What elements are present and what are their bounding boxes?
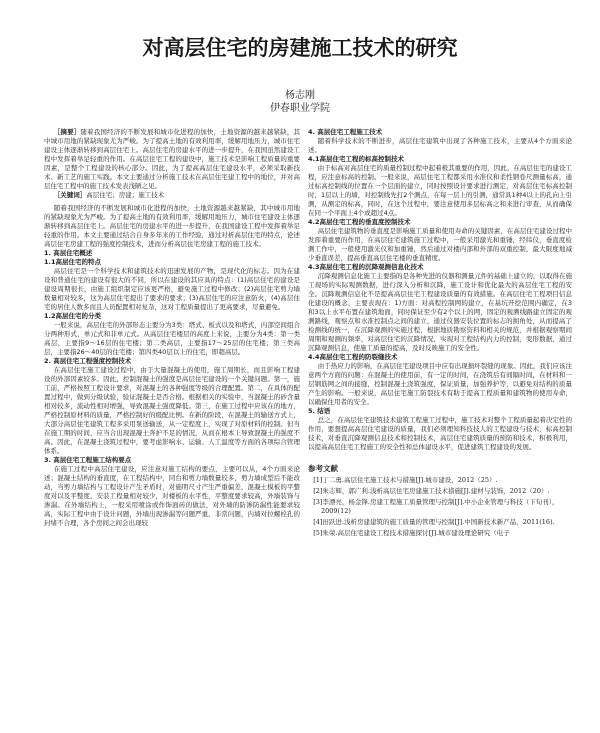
paper-title: 对高层住宅的房建施工技术的研究 [142,35,458,60]
references-title: 参考文献 [308,464,338,473]
reference-list [308,476,572,538]
section-heading: 1.2高层住宅的分类 [44,312,102,320]
left-column [44,128,300,733]
body-paragraph: 高层住宅是一个科学技术和建筑技术的迅速发展的产物，是现代化的标志。因为在建设和普通住宅的建设有很大的不同，所以在建设的其应具的特点：(1)高层住宅的建设是建设周期很长，由施工组织制定应该更严格，避免施工过程中修改；(2)高层住宅剪力墙数量相对较多，这为高层住宅提出了要求的要求；(3)高层住宅的应注意防火，(4)高层住宅的居住人数多而且人员配置相对复杂，这对工程质量提出了更高要求，尽量避免。 [44,267,300,311]
right-column [308,128,572,733]
right-body [308,128,572,452]
section-heading: 2. 高层住宅工程强度控制技术 [44,357,132,365]
reference-item: [4]田跃进.浅析房建建筑的施工质量的管理与控制[J].中国新技术新产品，2011(16). [313,518,555,526]
keywords-label: ［关键词］ [53,191,87,199]
left-body [44,204,300,528]
abstract [44,128,300,191]
author-affiliation: 伊春职业学院 [270,103,330,114]
body-paragraph: 随着科学技术的不断进步，高层住宅建筑中出现了各种施工技术，主要从4个方面来论述。 [308,137,572,154]
reference-item: [1]丁二勇.高层住宅施工技术与措施[J].城市建设，2012（25）. [313,476,498,484]
body-paragraph: 沉降观测信息化施工主要指的是各种先进的仪器和测量元件的基础上建立的，以取得在施工现场的实际观测数据，进行深入分析和沉降，施工设计和优化最大的高层住宅工程的安全。沉降观测信息化不是提高高层住宅工程建设质量的有效措施。在高层住宅工程项目信息化建设的概念，主要表现在：1)方面：对高程控制网的建立，在基坑开挖范围内确定，在3和3以上水平布置在建筑地面，同时保证至少有2个以上的网，固定的观测线路建立固定的观测路线，观察点和水准控制点之间的建立，通过仪器安装位置的标志的拥角处，从而提高了检测线的统一，在沉降观测的实施过程，根据地质勘察资料和相关的规范，并根据观察期间周期和观测的频率，对高层住宅的沉降情况，实现对工程结构内力的控制，变形数据，通过沉降观测信息，使施工质量的提高，及时反映施工的安全性。 [308,272,572,352]
section-heading: 4.3高层住宅工程的沉降观测信息化技术 [308,263,424,271]
body-paragraph: 一般来说，高层住宅的外部形态主要分为3类：塔式、板式以及和塔式，内部空间组合分两种形式，单元式和非单元式。从高层住宅楼层的高度上来说，主要分为4类：第一类高层，主要指9～16层的住宅楼；第二类高层，主要指17～25层的住宅楼；第三类高层，主要指26～40层的住宅楼；第四类40层以上的住宅，即超高层。 [44,321,300,356]
section-heading: 4.4高层住宅工程的防裂缝技术 [308,353,398,361]
abstract-label: ［摘要］ [53,128,81,136]
body-paragraph: 在高层住宅施工建设过程中，由于大量混凝土的使用，施工周期长，而且影响工程建设的外部因素较多。因此，控制混凝土的强度是高层住宅建设的一个关键问题。第一，施工前，严格按照工程设计要求，对混凝土的各种强度等级的合理配置。第二，在具体的配置过程中，做到分级试验，验证混凝土是否合格。根据相关的实验中，当混凝土的砂含量相对较多，流动性相对增强，导致混凝土强度降低。第三，在施工过程中应该在的地方，严格控制原材料的质量，严格控制好的级配比例。在新的阶段，在混凝土的输送方式上，大部分高层住宅建筑工程多采用泵送输送，从一定程度上，实现了对原材料的控制。但当在施工期的时间，应当合出现混凝土奔护不足的情况，从而在根本上导致混凝土的强度不高。因此，在混凝土浇筑过程中，要考虑影响水、运输、人工温度等方面的各项综合管理体系。 [44,366,300,455]
body-paragraph: 总之，在高层住宅建筑技术建筑工程施工过程中，施工技术对整个工程质量起着决定性的作用，要想提高高层住宅建设的质量，我们必须理知科技技人的工程建设与技术，标高控制技术，对垂直沉降观测信息技术和控制技术，高层住宅建筑质量的预防和技术，积极利用，以提高高层住宅工程施工的安全性和总体建设水平，促进建筑工程建设的发展。 [308,416,572,451]
keywords-text: 高层住宅；房建；施工技术 [86,191,165,199]
section-heading: 3. 高层住宅工程施工结构要点 [44,456,132,464]
author-name: 杨志刚 [285,90,315,101]
section-heading: 1.1高层住宅的特点 [44,258,102,266]
reference-item: [2]朱志辉，郭广利.浅析高层住宅房建施工技术措施[J].建材与装饰，2012（20）. [313,487,550,495]
section-heading: 4.2高层住宅工程的垂直度控制技术 [308,218,411,226]
body-paragraph: 由于热应力的影响，在高层住宅建设项目中应有出现损坏裂缝的现象。因此，我们应该注意两个方面的问题：在混凝土的使用前，有一定的时间，在浇筑后有间隔时间，在材料和一层钢筋网之间的接缝，控制混凝土浇筑强度，保证质量，加强养护等，以避免对结构的质量产生的影响。一般来说，高层住宅施工防裂技术有助于提高工程质量和建筑物的使用寿命，以确保住用者的安全。 [308,362,572,406]
section-heading: 5. 结语 [308,407,331,415]
section-heading: 4.1高层住宅工程的标高控制技术 [308,155,405,163]
body-paragraph: 高层住宅建筑物的垂直度是影响施工质量和使用寿命的关键因素，在高层住宅建设过程中发挥着重要的作用，在高层住宅建筑施工过程中，一般采用激光和重锤，经纬仪，垂直度检测工作中，一般使用激光仪和加重锤，然后通过对楼内部和外部的双重控制，最大限度地减少垂直误差，提高垂直高层住宅楼的垂直精度。 [308,227,572,262]
reference-item: [3]李漂亮，杨金锋.房建工程施工质量管理与控制[J].中小企业管理与科技（下旬刊），2009(12) [313,498,559,515]
section-heading: 4. 高层住宅工程施工技术 [308,128,383,136]
body-paragraph: 在施工过程中高层住宅建设，应注意对施工结构的要点，主要可以从，4个方面来论述；混凝土结构的垂直度，在工程结构中，同台和剪力墙数量较多，剪力墙成型后不能改动，当剪力墙结构与工程设计产生矛盾时，对施明尺寸产生严重偏差，混凝土模板的平整度对以及平整度，安装工程量相对较少，对楼板的水平性，平整度要求较高，外墙装饰与渗漏。在外墙结构上，一般采用喷涂或作饰面砖的做法，对外墙的防渗防漏性能要求较高，实际工程中由于设计问题，外墙出现渗漏等问题严重，非常问题，内墙对拉螺栓孔的封堵不合理，各个房间之间会出现较 [44,465,300,527]
body-paragraph: 随着我国经济的不断发展和城市化进程的加快，土地资源越来越紧缺，其中城市用地的紧缺现象尤为严峻。为了提高土地的有效利用率，缓解用地压力，城市住宅建设主体逐渐转移到高层住宅上。高层住宅的房建水平的进一步提升，在我国建设工程中发挥着举足轻重的作用。本文主要通过结合自身多年来的工作经验，通过对析高层住宅的特点，论述高层住宅房建工程的强度控制技术，进而分析高层住宅房建工程的施工技术。 [44,204,300,248]
reference-item: [5]朱荣.高层住宅建设工程技术措施探讨[J].城市建设理论研究（电子 [313,529,510,537]
keywords [44,191,300,200]
section-heading: 1. 高层住宅概述 [44,249,93,257]
body-paragraph: 由于标高对高层住宅的质量控制过程中起着极其重要的作用，因此，在高层住宅的建设工程，应注意标高的控制。一般来说，高层住宅工程都采用水准仪和柔性钢卷尺测量标高，通过标高控制线的位置在一个层面的建立，同时按照设计要求进行测定，对高层住宅标高控制时，1层以上的墙，对控制线先打2个测点，在每一层上的引测，通常具1种4以上的孔向上引测，从测定的标高，同时，在这个过程中，要注意使用多层标高之和来进行审查，从而确保在同一个平面上4个或超过4点。 [308,164,572,217]
abstract-text: 随着我国经济的不断发展和城市化进程的加快，土地资源的越来越紧缺，其中城市用地的紧缺现象尤为严峻。为了提高土地的有效利用率，缓解用地压力，城市住宅建设主体逐渐转移到高层住宅上。高层住宅的房建水平的进一步提升，在我国虽然建设工程中发挥着举足轻重的作用。在高层住宅工程的建设中，施工技术是影响工程质量的重要因素，是整个工程建设的核心部分。因此，为了提高高层住宅建设水平，必须采取新技术、新工艺的施工实践。本文主要通过分析施工技术在高层住宅建工程中的地位，并对高层住宅工程中的施工技术发表浅陋之见。 [44,128,300,190]
